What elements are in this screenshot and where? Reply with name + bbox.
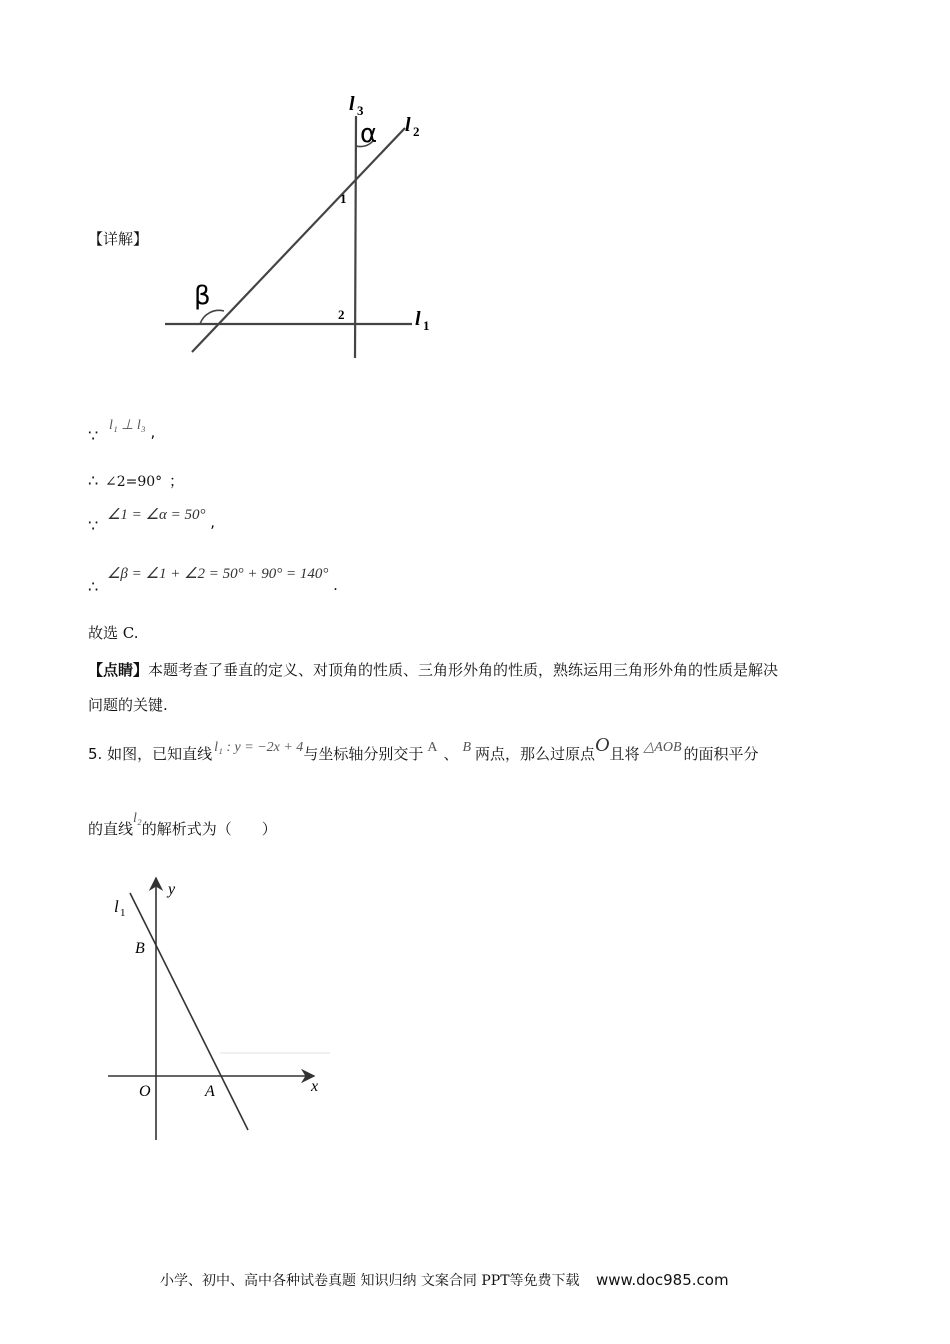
question-text: 的直线 xyxy=(88,820,134,838)
point-B: B xyxy=(462,740,472,755)
angle-figure xyxy=(150,88,450,368)
label-angle-2: 2 xyxy=(338,307,345,322)
step-3-tail: , xyxy=(210,513,216,531)
label-l1: l xyxy=(415,308,421,330)
label-l2: l xyxy=(405,114,411,136)
point-A: A xyxy=(427,740,438,755)
label-O: O xyxy=(139,1083,151,1100)
point-O: O xyxy=(595,734,610,756)
label-l1-sub: 1 xyxy=(423,318,430,333)
comment-line-2: 问题的关键. xyxy=(88,696,168,714)
step-4-tail: . xyxy=(333,576,338,594)
question-text: 的解析式为（ ） xyxy=(141,820,277,838)
question-text: 的面积平分 xyxy=(683,745,759,763)
label-B: B xyxy=(135,940,145,957)
label-l: l xyxy=(114,897,119,916)
line-l2: l₂ xyxy=(133,811,142,826)
therefore-symbol: ∴ xyxy=(88,471,99,490)
footer-link[interactable]: www.doc985.com xyxy=(595,1271,729,1289)
question-text: 如图，已知直线 xyxy=(107,745,213,763)
step-3-expr: ∠1 = ∠α = 50° xyxy=(106,507,206,523)
label-l3-sub: 3 xyxy=(357,103,364,118)
triangle-AOB: △AOB xyxy=(643,740,682,755)
step-2-expr: ∠2=90° xyxy=(104,474,163,490)
question-text: 且将 xyxy=(609,745,640,763)
footer xyxy=(160,1270,729,1290)
question-5-line-1 xyxy=(88,734,759,763)
step-1-expr: l₁ ⊥ l₃ xyxy=(108,418,146,433)
separator: 、 xyxy=(443,745,459,763)
answer-line: 故选 C. xyxy=(88,624,139,642)
label-A: A xyxy=(205,1083,215,1100)
line-l3 xyxy=(355,116,356,358)
label-alpha: α xyxy=(360,119,378,149)
because-symbol: ∵ xyxy=(88,516,99,535)
because-symbol: ∵ xyxy=(88,426,99,445)
step-3 xyxy=(88,504,216,535)
comment-line-1 xyxy=(88,659,778,680)
step-4-expr: ∠β = ∠1 + ∠2 = 50° + 90° = 140° xyxy=(106,566,329,582)
line-equation: l₁ : y = −2x + 4 xyxy=(214,740,304,755)
label-y: y xyxy=(168,881,176,898)
label-beta: β xyxy=(194,281,211,311)
question-text: 两点，那么过原点 xyxy=(475,745,596,763)
step-2-tail: ； xyxy=(168,472,184,490)
line-l2 xyxy=(192,128,405,352)
step-1 xyxy=(88,418,156,445)
comment-tag: 【点睛】 xyxy=(88,661,149,679)
question-number: 5. xyxy=(88,745,103,763)
coordinate-figure xyxy=(100,860,340,1150)
detail-heading: 【详解】 xyxy=(88,230,149,248)
comment-text-1: 本题考查了垂直的定义、对顶角的性质、三角形外角的性质，熟练运用三角形外角的性质是解决 xyxy=(148,661,779,679)
label-angle-1: 1 xyxy=(340,191,347,206)
question-5-line-2 xyxy=(88,806,277,838)
step-1-tail: , xyxy=(150,423,156,441)
footer-text: 小学、初中、高中各种试卷真题 知识归纳 文案合同 PPT等免费下载 xyxy=(160,1273,580,1289)
label-l-sub: 1 xyxy=(120,907,126,919)
step-2 xyxy=(88,470,184,491)
label-l2-sub: 2 xyxy=(413,124,420,139)
step-4 xyxy=(88,563,338,596)
label-x: x xyxy=(311,1078,319,1095)
question-text: 与坐标轴分别交于 xyxy=(303,745,424,763)
label-l3: l xyxy=(349,93,355,115)
therefore-symbol: ∴ xyxy=(88,577,99,596)
